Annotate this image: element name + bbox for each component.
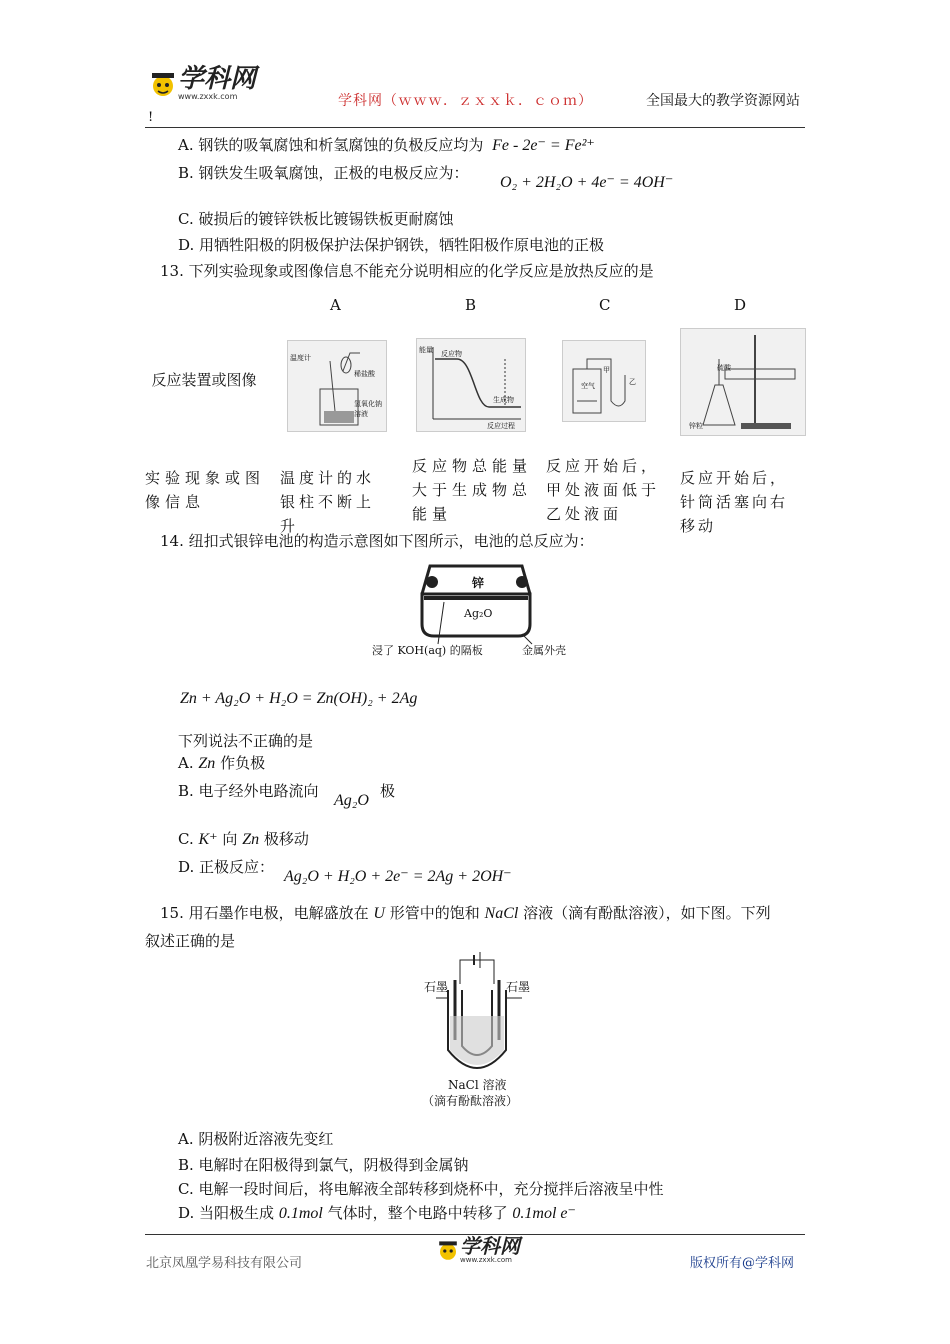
header-logo[interactable] <box>148 66 256 101</box>
battery-label-shell: 金属外壳 <box>522 644 566 657</box>
q13-figure-d <box>680 328 806 436</box>
q15-option-d-m2: 0.1mol e⁻ <box>512 1205 576 1222</box>
q14-option-a <box>178 752 265 773</box>
footer-left-text: 北京凤凰学易科技有限公司 <box>146 1256 303 1271</box>
q15-option-d-m1: 0.1mol <box>278 1205 323 1222</box>
q15-stem-part2: 形管中的饱和 <box>389 904 480 922</box>
q14-option-d-eq: Ag₂O + H₂O + 2e⁻ = 2Ag + 2OH⁻ <box>284 868 512 885</box>
q15-option-d-mid: 气体时，整个电路中转移了 <box>327 1204 508 1222</box>
electrolysis-label-solution: NaCl 溶液 <box>448 1078 507 1092</box>
q14-option-c-math: K⁺ <box>198 831 218 848</box>
q13-observation-a: 温度计的水银柱不断上升 <box>280 469 376 535</box>
fig-c-label-jia: 甲 <box>603 366 610 374</box>
stray-mark: ! <box>148 110 154 125</box>
syringe-apparatus <box>681 329 805 435</box>
q15-stem-nacl: NaCl <box>484 905 519 922</box>
battery-label-ag2o: Ag₂O <box>464 607 493 620</box>
fig-a-label-thermometer: 温度计 <box>290 354 311 362</box>
q12-option-a-text: A. 钢铁的吸氧腐蚀和析氢腐蚀的负极反应均为 <box>178 136 484 154</box>
electrolysis-label-note: （滴有酚酞溶液） <box>422 1094 519 1108</box>
energy-diagram <box>417 339 525 431</box>
electrolysis-label-right: 石墨 <box>506 980 531 994</box>
q12-option-b-text: B. 钢铁发生吸氧腐蚀，正极的电极反应为： <box>178 164 469 182</box>
q13-col-c: C <box>599 296 611 314</box>
q15-stem-line1 <box>160 902 771 923</box>
q14-option-b-tail: 极 <box>380 782 396 800</box>
q14-stem: 14. 纽扣式银锌电池的构造示意图如下图所示，电池的总反应为： <box>160 532 594 550</box>
q13-row1-label: 反应装置或图像 <box>151 371 257 389</box>
q14-prompt: 下列说法不正确的是 <box>178 732 314 750</box>
q14-option-b-math: Ag₂O <box>334 792 369 809</box>
q13-observation-c: 反应开始后，甲处液面低于乙处液面 <box>546 457 661 523</box>
q12-option-c: C. 破损后的镀锌铁板比镀锡铁板更耐腐蚀 <box>178 210 454 228</box>
q13-col-d: D <box>734 296 747 314</box>
fig-d-label-zinc: 锌粒 <box>689 422 703 430</box>
footer-right-text[interactable]: 版权所有@学科网 <box>690 1256 795 1271</box>
logo-url: www.zxxk.com <box>178 92 238 101</box>
header-rule <box>145 127 805 128</box>
footer-logo-text: 学科网 <box>460 1234 520 1258</box>
q15-stem-part3: 溶液（滴有酚酞溶液），如下图。下列 <box>523 904 771 922</box>
q13-col-b: B <box>465 296 477 314</box>
footer-logo[interactable] <box>436 1236 520 1264</box>
q13-figure-c <box>562 340 646 422</box>
q12-option-d: D. 用牺牲阳极的阴极保护法保护钢铁，牺牲阳极作原电池的正极 <box>178 236 605 254</box>
q15-stem-part1: 15. 用石墨作电极，电解盛放在 <box>160 904 369 922</box>
fig-a-label-naoh: 氢氧化钠溶液 <box>354 400 382 418</box>
q15-option-d <box>178 1202 576 1223</box>
u-tube-electrolysis <box>418 950 536 1075</box>
q13-figure-b <box>416 338 526 432</box>
header-center-link[interactable]: 学科网（ｗｗｗ．ｚｘｘｋ．ｃｏｍ） <box>338 93 593 109</box>
q13-observation-b: 反应物总能量大于生成物总能量 <box>412 457 533 523</box>
q15-stem-line2: 叙述正确的是 <box>145 932 236 950</box>
fig-b-label-product: 生成物 <box>493 396 514 404</box>
q14-option-a-tail: 作负极 <box>220 754 266 772</box>
q14-option-b <box>178 780 319 801</box>
q14-battery-figure <box>372 552 572 662</box>
q14-option-c <box>178 828 309 849</box>
fig-b-label-process: 反应过程 <box>487 422 515 430</box>
battery-label-zinc: 锌 <box>472 576 485 590</box>
fig-b-label-reactant: 反应物 <box>441 350 462 358</box>
q15-option-d-label: D. 当阳极生成 <box>178 1204 275 1222</box>
fig-c-label-air: 空气 <box>581 382 595 390</box>
q14-option-d: D. 正极反应： <box>178 858 275 876</box>
fig-c-label-yi: 乙 <box>629 378 636 386</box>
q12-option-a <box>178 134 595 155</box>
mascot-icon <box>436 1238 460 1264</box>
q12-option-b-eq: O₂ + 2H₂O + 4e⁻ = 4OH⁻ <box>500 174 674 191</box>
q14-option-c-label: C. <box>178 830 194 848</box>
q15-electrolysis-figure <box>418 950 536 1110</box>
q13-figure-a <box>287 340 387 432</box>
q15-stem-u: U <box>373 905 385 922</box>
fig-d-label-acid: 硫酸 <box>717 364 731 372</box>
mascot-icon <box>148 69 178 101</box>
battery-label-separator: 浸了 KOH(aq) 的隔板 <box>372 644 483 657</box>
q14-option-c-mid: 向 <box>222 830 238 848</box>
q13-observation-d: 反应开始后，针筒活塞向右移动 <box>680 469 789 535</box>
logo-text: 学科网 <box>178 64 257 94</box>
q14-reaction: Zn + Ag₂O + H₂O = Zn(OH)₂ + 2Ag <box>180 690 418 707</box>
q13-row2-label: 实验现象或图像信息 <box>145 469 266 511</box>
q14-option-c-tail: 极移动 <box>263 830 309 848</box>
q14-option-c-math2: Zn <box>242 831 260 848</box>
q13-stem: 13. 下列实验现象或图像信息不能充分说明相应的化学反应是放热反应的是 <box>160 262 654 280</box>
q12-option-a-eq: Fe - 2e⁻ = Fe²⁺ <box>492 137 595 154</box>
q15-option-b: B. 电解时在阳极得到氯气，阴极得到金属钠 <box>178 1156 469 1174</box>
header-right-text: 全国最大的教学资源网站 <box>646 93 800 109</box>
q14-option-a-math: Zn <box>198 755 216 772</box>
q15-option-a: A. 阴极附近溶液先变红 <box>178 1130 334 1148</box>
q12-option-b <box>178 162 469 183</box>
q14-option-a-label: A. <box>178 754 194 772</box>
electrolysis-label-left: 石墨 <box>424 980 449 994</box>
fig-b-label-energy: 能量 <box>419 346 433 354</box>
fig-a-label-acid: 稀盐酸 <box>354 370 375 378</box>
q13-col-a: A <box>330 296 341 314</box>
q14-option-b-label: B. 电子经外电路流向 <box>178 782 319 800</box>
q15-option-c: C. 电解一段时间后，将电解液全部转移到烧杯中，充分搅拌后溶液呈中性 <box>178 1180 664 1198</box>
footer-logo-url: www.zxxk.com <box>460 1256 512 1264</box>
